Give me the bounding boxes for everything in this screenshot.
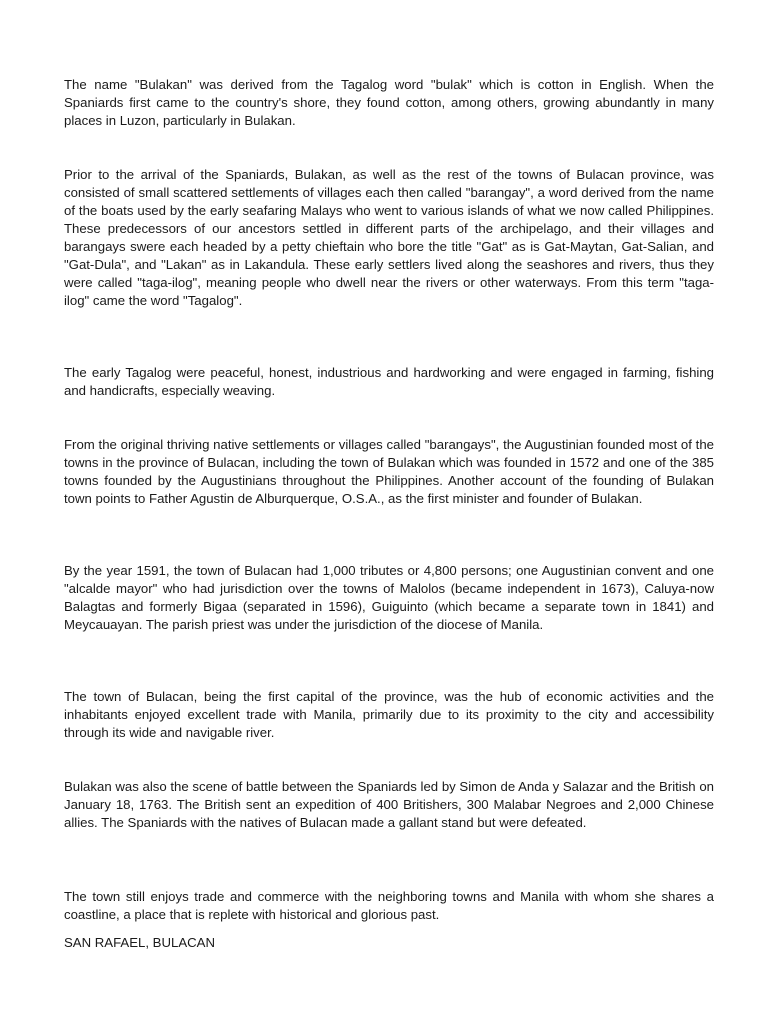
paragraph-trade-commerce: The town still enjoys trade and commerce with the neighboring towns and Manila with whom she shares a coastline, a place that is replete with historical and glorious past. xyxy=(64,889,714,922)
paragraph-early-tagalog: The early Tagalog were peaceful, honest, industrious and hardworking and were engaged in farming, fishing and handicrafts, especially weaving. xyxy=(64,365,714,398)
paragraph-name-origin: The name "Bulakan" was derived from the Tagalog word "bulak" which is cotton in English. When the Spaniards first came to the country's shore, they found cotton, among others, growing abundantly in many places in Luzon, particularly in Bulakan. xyxy=(64,77,714,128)
paragraph-battle-1763: Bulakan was also the scene of battle between the Spaniards led by Simon de Anda y Salazar and the British on January 18, 1763. The British sent an expedition of 400 Britishers, 300 Malabar Negroes and 2,000 Chinese allies. The Spaniards with the natives of Bulacan made a gallant stand but were defeated. xyxy=(64,779,714,830)
paragraph-year-1591: By the year 1591, the town of Bulacan had 1,000 tributes or 4,800 persons; one Augustinian convent and one "alcalde mayor" who had jurisdiction over the towns of Malolos (became independent in 1673), Caluya-now Balagtas and formerly Bigaa (separated in 1596), Guiguinto (which became a separate town in 1841) and Meycauayan. The parish priest was under the jurisdiction of the diocese of Manila. xyxy=(64,563,714,632)
paragraph-town-founding: From the original thriving native settlements or villages called "barangays", the Augustinian founded most of the towns in the province of Bulacan, including the town of Bulakan which was founded in 1572 and one of the 385 towns founded by the Augustinians throughout the Philippines. Another account of the founding of Bulakan town points to Father Agustin de Alburquerque, O.S.A., as the first minister and founder of Bulakan. xyxy=(64,437,714,506)
paragraph-pre-spanish-settlements: Prior to the arrival of the Spaniards, Bulakan, as well as the rest of the towns of Bulacan province, was consisted of small scattered settlements of villages each then called "barangay", a word derived from the name of the boats used by the early seafaring Malays who went to various islands of what we now called Philippines. These predecessors of our ancestors settled in different parts of the archipelago, and their villages and barangays swere each headed by a petty chieftain who bore the title "Gat" as is Gat-Maytan, Gat-Salian, and "Gat-Dula", and "Lakan" as in Lakandula. These early settlers lived along the seashores and rivers, thus they were called "taga-ilog", meaning people who dwell near the rivers or other waterways. From this term "taga-ilog" came the word "Tagalog". xyxy=(64,167,714,308)
section-heading: SAN RAFAEL, BULACAN xyxy=(64,935,215,950)
paragraph-first-capital: The town of Bulacan, being the first capital of the province, was the hub of economic activities and the inhabitants enjoyed excellent trade with Manila, primarily due to its proximity to the city and accessibility through its wide and navigable river. xyxy=(64,689,714,740)
